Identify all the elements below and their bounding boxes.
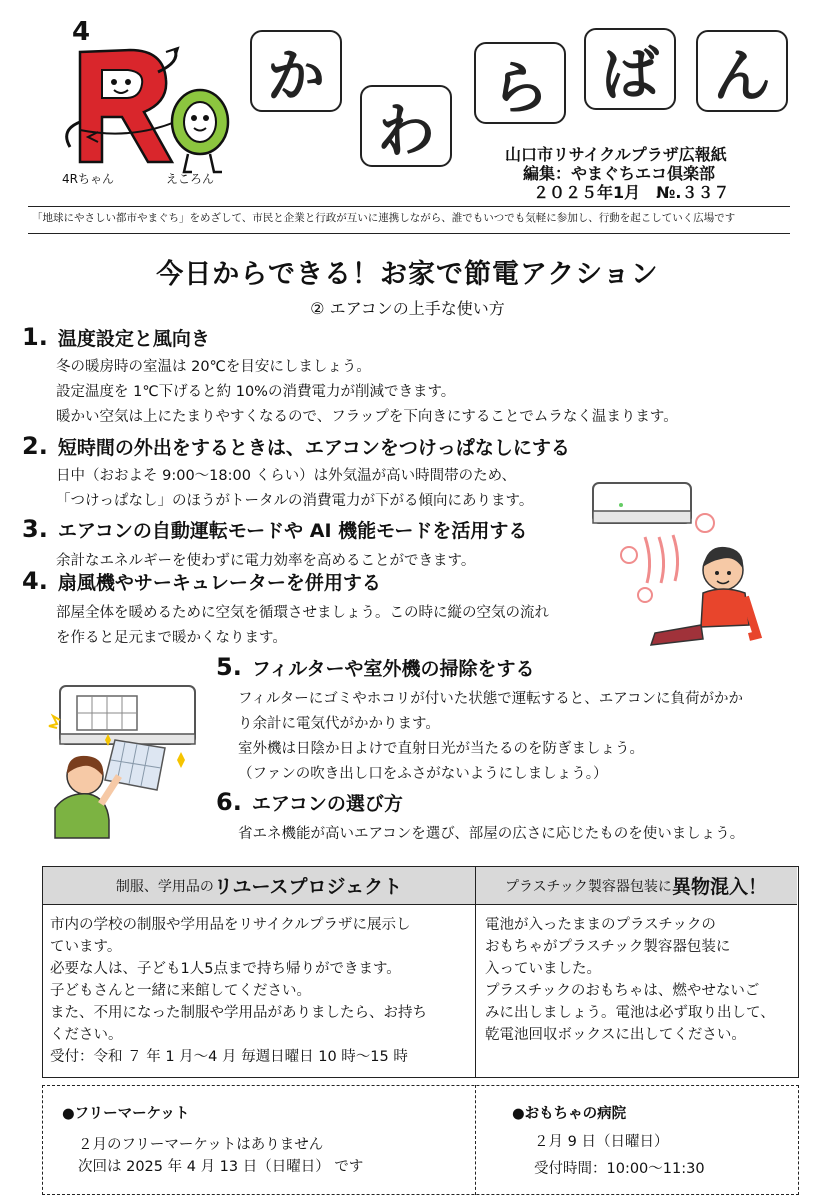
toy-hospital-title: ●おもちゃの病院 xyxy=(512,1106,627,1122)
motto-divider-bottom xyxy=(28,233,790,234)
plastic-header-title: 異物混入！ xyxy=(671,876,767,898)
reuse-project-header xyxy=(43,867,475,905)
reuse-line: ています。 xyxy=(50,939,122,955)
reuse-line: ください。 xyxy=(50,1027,123,1043)
section-3-title xyxy=(22,515,527,543)
toy-hospital-line: ２月 9 日（日曜日） xyxy=(534,1134,669,1150)
mascots xyxy=(40,12,240,192)
section-6-number: 6. xyxy=(216,788,242,816)
section-2-number: 2. xyxy=(22,432,48,460)
section-5-heading: フィルターや室外機の掃除をする xyxy=(251,658,535,680)
reuse-header-prefix: 制服、学用品の xyxy=(115,878,214,895)
section-5-title xyxy=(216,653,535,681)
table-divider xyxy=(475,867,476,1077)
notice-divider xyxy=(475,1085,476,1195)
section-6-heading: エアコンの選び方 xyxy=(251,793,403,815)
publisher: 山口市リサイクルプラザ広報紙 xyxy=(505,145,727,164)
section-6-title xyxy=(216,788,403,816)
section-1-line: 冬の暖房時の室温は 20℃を目安にしましょう。 xyxy=(56,359,371,375)
section-6-line: 省エネ機能が高いエアコンを選び、部屋の広さに応じたものを使いましょう。 xyxy=(238,826,745,842)
editor: 編集：やまぐちエコ倶楽部 xyxy=(523,164,716,183)
plastic-line: みに出しましょう。電池は必ず取り出して、 xyxy=(485,1005,775,1021)
reuse-line: 必要な人は、子ども1人5点まで持ち帰りができます。 xyxy=(50,961,401,977)
filter-cleaning-illustration xyxy=(45,680,215,840)
section-3-line: 余計なエネルギーを使わずに電力効率を高めることができます。 xyxy=(56,553,476,569)
plastic-line: 乾電池回収ボックスに出してください。 xyxy=(485,1027,746,1043)
masthead-info xyxy=(505,145,785,202)
section-5-number: 5. xyxy=(216,653,242,681)
section-1-heading: 温度設定と風向き xyxy=(57,328,210,350)
section-4-title xyxy=(22,567,381,595)
air-conditioner-person-illustration xyxy=(585,475,800,655)
plastic-warning-header xyxy=(475,867,797,905)
motto-divider-top xyxy=(28,206,790,207)
section-5-line: フィルターにゴミやホコリが付いた状態で運転すると、エアコンに負荷がかか xyxy=(238,691,744,707)
mascot-ecoron-name: えころん xyxy=(166,172,215,186)
reuse-header-title: リユースプロジェクト xyxy=(213,876,403,898)
section-5-line: （ファンの吹き出し口をふさがないようにしましょう。） xyxy=(238,766,608,782)
mascot-4r-name: 4Rちゃん xyxy=(62,172,114,186)
title-char-ba: ば xyxy=(584,28,676,110)
flea-market-title: ●フリーマーケット xyxy=(62,1106,190,1122)
section-5-line: り余計に電気代がかかります。 xyxy=(238,716,440,732)
info-table xyxy=(42,866,799,1078)
mascot-badge: 4 xyxy=(72,17,91,47)
feature-subheadline: ② エアコンの上手な使い方 xyxy=(310,299,505,318)
section-3-number: 3. xyxy=(22,515,48,543)
flea-market-line: ２月のフリーマーケットはありません xyxy=(78,1137,324,1153)
section-4-number: 4. xyxy=(22,567,48,595)
title-char-ra: ら xyxy=(474,42,566,124)
section-1-title xyxy=(22,323,210,351)
reuse-line: 子どもさんと一緒に来館してください。 xyxy=(50,983,311,999)
section-2-line: 日中（おおよそ 9:00～18:00 くらい）は外気温が高い時間帯のため、 xyxy=(56,468,516,484)
section-3-heading: エアコンの自動運転モードや AI 機能モードを活用する xyxy=(57,520,528,542)
feature-headline: 今日からできる！お家で節電アクション xyxy=(156,259,659,290)
reuse-line: 受付：令和 ７ 年 1 月～4 月 毎週日曜日 10 時～15 時 xyxy=(50,1049,408,1065)
section-2-heading: 短時間の外出をするときは、エアコンをつけっぱなしにする xyxy=(57,437,570,459)
section-4-line: 部屋全体を暖めるために空気を循環させましょう。この時に縦の空気の流れ xyxy=(56,605,549,621)
flea-market-line: 次回は 2025 年 4 月 13 日（日曜日） です xyxy=(78,1159,364,1175)
section-1-line: 設定温度を 1℃下げると約 10%の消費電力が削減できます。 xyxy=(56,384,456,400)
section-2-line: 「つけっぱなし」のほうがトータルの消費電力が下がる傾向にあります。 xyxy=(56,493,534,509)
title-char-n: ん xyxy=(696,30,788,112)
section-5-line: 室外機は日陰か日よけで直射日光が当たるのを防ぎましょう。 xyxy=(238,741,644,757)
reuse-line: また、不用になった制服や学用品がありましたら、お持ち xyxy=(50,1005,427,1021)
plastic-line: 入っていました。 xyxy=(485,961,601,977)
section-4-line: を作ると足元まで暖かくなります。 xyxy=(56,630,287,646)
issue-number: ２０２５年1月 №.３３７ xyxy=(533,183,730,202)
section-4-heading: 扇風機やサーキュレーターを併用する xyxy=(57,572,381,594)
plastic-line: おもちゃがプラスチック製容器包装に xyxy=(485,939,731,955)
section-2-title xyxy=(22,432,570,460)
section-1-line: 暖かい空気は上にたまりやすくなるので、フラップを下向きにすることでムラなく温まります。 xyxy=(56,409,678,425)
mascot-illustration xyxy=(40,12,240,192)
title-char-wa: わ xyxy=(360,85,452,167)
reuse-line: 市内の学校の制服や学用品をリサイクルプラザに展示し xyxy=(50,917,411,933)
section-1-number: 1. xyxy=(22,323,48,351)
title-char-ka: か xyxy=(250,30,342,112)
plastic-line: 電池が入ったままのプラスチックの xyxy=(485,917,716,933)
plastic-line: プラスチックのおもちゃは、燃やせないご xyxy=(485,983,760,999)
plastic-header-prefix: プラスチック製容器包装に xyxy=(505,878,672,895)
toy-hospital-line: 受付時間：10:00～11:30 xyxy=(534,1161,705,1177)
motto: 「地球にやさしい都市やまぐち」をめざして、市民と企業と行政が互いに連携しながら、誰でもいつでも気軽に参加し、行動を起こしていく広場です xyxy=(32,212,736,224)
